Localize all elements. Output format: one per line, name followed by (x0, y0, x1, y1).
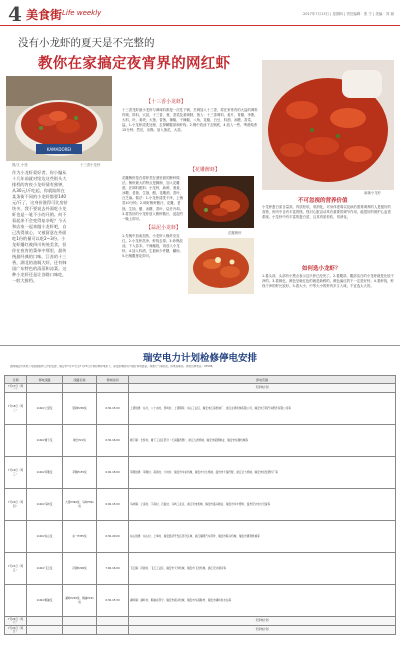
drunken-crayfish-caption: 花雕醉虾 (228, 231, 242, 235)
cell-line: 莘塍P155线 (63, 457, 97, 489)
cell-time: 6:30-20:00 (97, 521, 129, 553)
cell-time: 6:00-15:00 (97, 489, 129, 521)
cell-line: 湖岭P230线、桐浦P231线 (63, 585, 97, 617)
article-author: 图/文 小张 (12, 163, 28, 167)
cell-substation (27, 617, 63, 626)
table-row (5, 393, 396, 425)
cell-substation: 110kV莘塍变 (27, 457, 63, 489)
section3-text: 1.先锅中加油加热，小龙虾入锅炸至变红。2.小龙虾洗净，虾线去掉。3.炒锅放油，下入蒜末、干辣椒段，再放入小龙虾。4.加入料酒，生抽和少许糖，翻炒。5.出锅撒葱花即可。 (122, 234, 183, 259)
table-row (5, 553, 396, 585)
section2-title: 【花雕醉虾】 (190, 167, 221, 173)
table-row (5, 617, 396, 626)
power-outage-notice (4, 347, 396, 652)
cell-time: 7:00-16:00 (97, 553, 129, 585)
header-date: 日期 (5, 376, 27, 384)
cell-time (97, 617, 129, 626)
cell-substation: 110kV塘下变 (27, 425, 63, 457)
cell-line (63, 384, 97, 393)
cell-date (5, 521, 27, 553)
cell-date: 7月18日（周二） (5, 393, 27, 425)
cell-time: 6:30-15:30 (97, 585, 129, 617)
spicy-crayfish-caption: 麻辣小龙虾 (364, 191, 381, 195)
cell-area: 无停电计划 (129, 384, 396, 393)
notice-title: 瑞安电力计划检修停电安排 (142, 353, 257, 364)
cell-line: 河园P206线 (63, 553, 97, 585)
cell-time: 6:30-16:00 (97, 425, 129, 457)
nutrition-heading: 不可忽视的营养价值 (298, 198, 348, 204)
cell-area: 无停电计划 (129, 626, 396, 635)
cell-line: 东一P355线 (63, 521, 97, 553)
table-row (5, 626, 396, 635)
nutrition-text: 小龙虾蛋白质含量高，肉质松软，易消化，对身体虚弱以及病后需要调养的人是极好的食物，虾肉中含有丰富的镁，镁对心脏活动具有重要的调节作用，能很好的保护心血管系统。小龙虾中有丰富的蛋白质，且其肉质松软，易消化。 (262, 205, 391, 220)
cell-date: 7月17日（周一） (5, 384, 27, 393)
cell-line: 望新P236线 (63, 393, 97, 425)
cell-date (5, 425, 27, 457)
page-header (0, 0, 400, 26)
cell-date: 7月20日（周四） (5, 489, 27, 521)
garlic-crayfish-photo (188, 238, 254, 294)
section2-text: 花雕醉虾是在将虾蒸在酒里面的醉虾做法。醉虾最大的特点是腌制，加入花雕酒，在调料配料：小龙虾，新鲜，葱姜，冰糖，老抽，生抽，醋，花雕酒，香叶，白芝麻。做法：1.小龙虾清洗干净，上锅蒸10分钟。2.调好醉虾酱汁，花雕，老抽，生抽，醋，冰糖，香叶，烧开冷却。3.将蒸好的小龙虾放入醉虾酱汁，浸泡约一晚上即可。 (122, 176, 184, 221)
issue-meta: 2017年7月13日 | 星期四 | 责任编辑：张 宁 | 美编：刘 斌 (302, 12, 394, 16)
how-to-choose-heading: 如何选小龙虾？ (302, 266, 341, 272)
page-number: 4 (8, 2, 22, 26)
cell-area: 上望街道：东片，八十亩村、西岭村、上望铜铸、东山工业区、瑞安市江南机械厂、浙江永鸿机械有限公司、瑞安市万利汽车配件有限公司等 (129, 393, 396, 425)
cell-time (97, 626, 129, 635)
cell-substation: 110kV东山变 (27, 521, 63, 553)
table-header-row (5, 376, 396, 384)
crayfish-bowl-photo (6, 76, 112, 161)
section1-title: 【十三香小龙虾】 (146, 99, 187, 105)
table-row (5, 384, 396, 393)
cell-substation (27, 384, 63, 393)
article-title-line1: 没有小龙虾的夏天是不完整的 (18, 37, 155, 49)
cell-line: 塘长P21线 (63, 425, 97, 457)
drunken-crayfish-photo (188, 176, 254, 228)
svg-text:KAMADOREI: KAMADOREI (46, 147, 72, 152)
section3-title: 【蒜泥小龙虾】 (146, 225, 182, 231)
cell-time: 6:30-15:00 (97, 393, 129, 425)
cell-area: 湖岭镇：湖岭村、桐浦乡部分、瑞安市振兴机械、瑞安市华昌鞋材、瑞安市湖岭供水站等 (129, 585, 396, 617)
notice-intro: 国网瑞安市供电公司根据检修工作的安排，瑞安市7月17日至7月23日计划检修停电如下，请受影响的用户做好停电准备。如遇天气等原因，停电将顺延。供电咨询电话：95598。 (10, 365, 215, 368)
cell-date: 7月23日（周日） (5, 626, 27, 635)
outage-table (4, 375, 396, 635)
table-row (5, 489, 396, 521)
header-time: 停电时间 (97, 376, 129, 384)
cell-time: 6:00-18:00 (97, 457, 129, 489)
how-to-choose-text: 1.看头部，头部有小黑点表示这只虾已经死了。2.看腹部，腹部洁白的小龙虾就是比较干净的。3.看颜色，颜色呈暗红色的就是新鲜的，颜色偏红的不一定是好虾。4.看虾线，虾线干净的虾比较好。5.看大小，中等大小的虾肉多又入味，不宜选太大的。 (262, 274, 394, 289)
section1-text: 十三香龙虾最小龙虾与调味料都是一次性下锅，烹调加入十三香，将在家常有的大盐的调料炸调，料料，大蒜，十三香，葱，香菜及姜调制，葱入：十三香调料，姜片，青瓣，李斯，大料，叶，姜块，大葱，香葱，辣椒，干辣椒，八角，花椒，白豆，料酒，冰糖，香菜，盐。1.小龙虾清洗处理，去掉鳃腹部和虾线；2.锅中放油下去锅底，4.放入一些，啤酒炖煮15分钟；然后，出锅，加入葱花，大蒜。 (122, 108, 258, 133)
article-title-line2: 教你在家搞定夜宵界的网红虾 (38, 56, 231, 72)
cell-area: 飞云镇：河园村、飞云工业区、瑞安市天华机械、瑞安市飞龙机械、浙江宏达制冷等 (129, 553, 396, 585)
header-line: 线路名称 (63, 376, 97, 384)
cell-area: 莘塍街道：莘塍村、南滨村、大坑村、瑞安市华东机械、瑞安市力达机械、温州市天瑞汽配、浙江达力机械、瑞安市恒发塑料厂等 (129, 457, 396, 489)
cell-substation (27, 626, 63, 635)
cell-date: 7月21日（周五） (5, 553, 27, 585)
cell-area: 马屿镇：上南村、下南村、石鼓村、马屿工业区、浙江宏电机械、瑞安市盛兴鞋业、瑞安市华丰塑料、温州宏达电力设备等 (129, 489, 396, 521)
cell-substation: 110kV马屿变 (27, 489, 63, 521)
table-row (5, 425, 396, 457)
cell-area: 东山街道：东山村、上埠村、瑞安经济开发区部分区域、浙江瑞明汽车部件、瑞安市联兴机械、瑞安市通利机械等 (129, 521, 396, 553)
table-row (5, 585, 396, 617)
cell-substation: 110kV飞云变 (27, 553, 63, 585)
cell-line (63, 626, 97, 635)
cell-date: 7月19日（周三） (5, 457, 27, 489)
cell-substation: 110kV上望变 (27, 393, 63, 425)
cell-date (5, 585, 27, 617)
header-substation: 停电线路 (27, 376, 63, 384)
cell-substation: 110kV桐浦变 (27, 585, 63, 617)
section-title: 美食街 (26, 8, 63, 22)
table-row (5, 521, 396, 553)
cell-time (97, 384, 129, 393)
spicy-crayfish-photo (262, 60, 394, 190)
cell-line: 九里P390线、马屿P391线 (63, 489, 97, 521)
intro-text: 作为小龙虾爱好者，你小编从十几年前就对馆边这些街头大排档的宵夜小龙虾情有独钟，从30元/斤吃起，你就陆续在某条街不同的小龙虾都要140元/斤了，这身价涨得可比房价快多，我不要说去外面吃小龙虾也是一笔不小的开销。何不看起来不会变得复杂呢？今天和店家一起来做小龙虾吧，自己洗得放心，又被留意在外面吃1份的量可以吃2~3份。小龙虾爆红被四川传统美食，但你在夜宵的菜单中那里，最传统最经典的口味，江苏的十三香，湖北的油焖大虾，还有韩国广东特色的清蒸和凉菜。这种小龙虾还是让各路口味吃，一般大排档。 (12, 170, 68, 283)
cell-date: 7月22日（周六） (5, 617, 27, 626)
cell-area: 无停电计划 (129, 617, 396, 626)
header-area: 停电范围 (129, 376, 396, 384)
bowl-photo-caption: 十三香小龙虾 (80, 163, 101, 167)
cell-line (63, 617, 97, 626)
section-divider (0, 345, 400, 346)
table-row (5, 457, 396, 489)
cell-area: 塘下镇：长桥村、塘下工业区部分（天润路西侧）、浙江九洲机械、瑞安市富源鞋业、瑞安市恒通机械等 (129, 425, 396, 457)
section-subtitle: Life weekly (62, 9, 102, 17)
